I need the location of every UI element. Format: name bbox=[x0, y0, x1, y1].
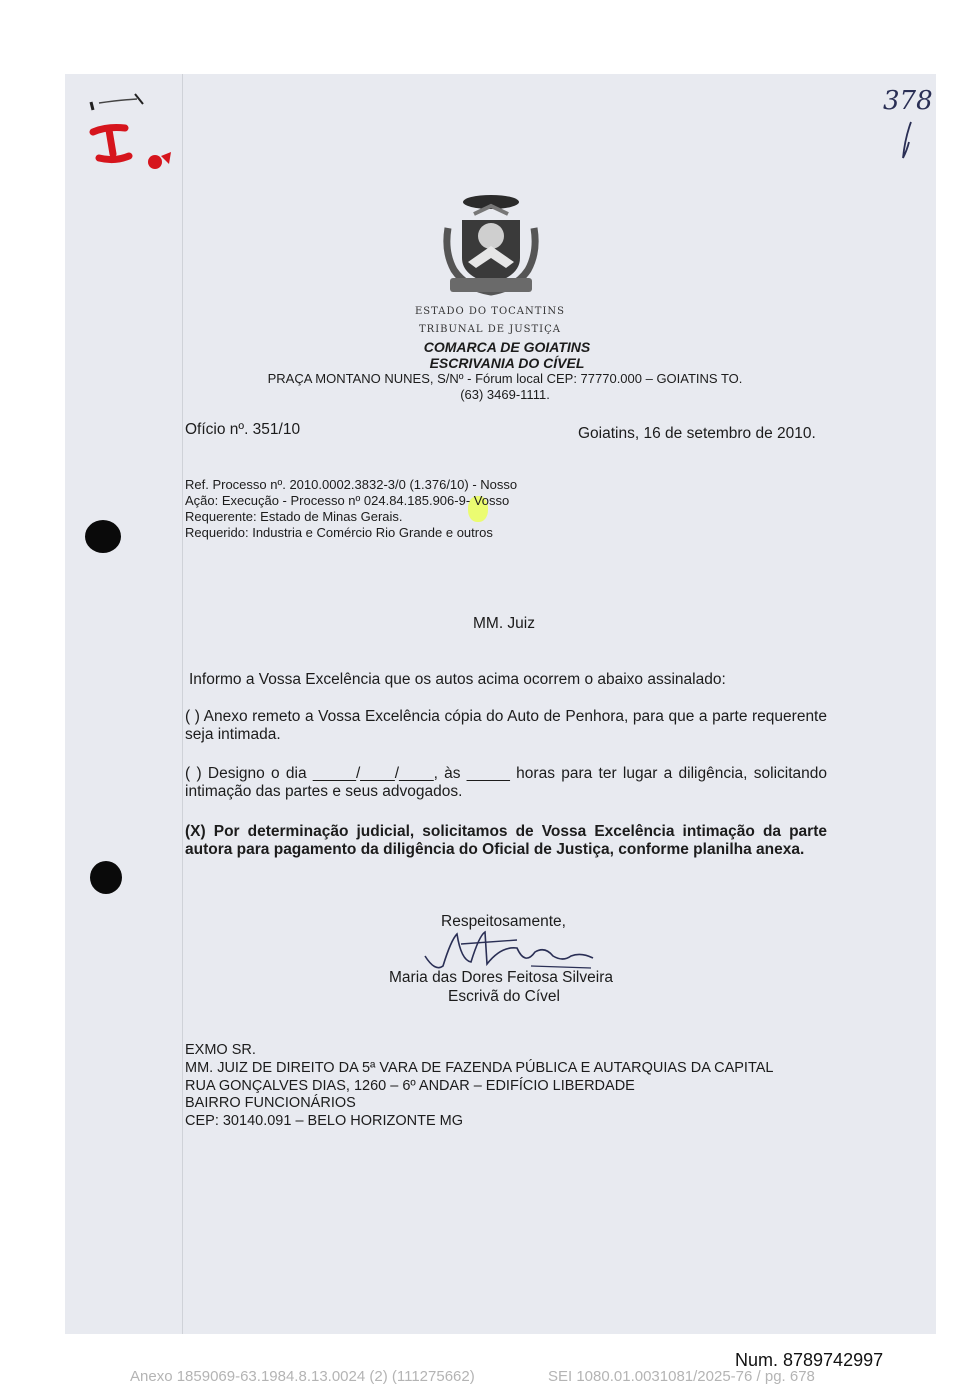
option-designo: ( ) Designo o dia _____/____/____, às _____ horas para ter lugar a diligência, solicitando intimação das partes e seus advogados. bbox=[185, 765, 827, 800]
addressee-line-1: EXMO SR. bbox=[185, 1042, 256, 1058]
reference-action: Ação: Execução - Processo nº 024.84.185.906-9- Vosso bbox=[185, 493, 510, 508]
reference-requerente: Requerente: Estado de Minas Gerais. bbox=[185, 509, 403, 524]
handwritten-stroke-icon bbox=[897, 120, 917, 162]
addressee-line-2: MM. JUIZ DE DIREITO DA 5ª VARA DE FAZENDA PÚBLICA E AUTARQUIAS DA CAPITAL bbox=[185, 1060, 774, 1076]
reference-process: Ref. Processo nº. 2010.0002.3832-3/0 (1.376/10) - Nosso bbox=[185, 477, 518, 492]
header-court-line: TRIBUNAL DE JUSTIÇA bbox=[419, 324, 561, 335]
header-comarca: COMARCA DE GOIATINS bbox=[423, 339, 591, 355]
handwritten-page-number: 378 bbox=[883, 86, 933, 116]
addressee-line-4: BAIRRO FUNCIONÁRIOS bbox=[185, 1095, 356, 1111]
option-determinacao: (X) Por determinação judicial, solicitamos de Vossa Excelência intimação da parte autora para pagamento da diligência do Oficial de Justiça, conforme planilha anexa. bbox=[185, 823, 827, 858]
punch-hole-bottom bbox=[90, 861, 122, 894]
document-sheet bbox=[65, 74, 936, 1334]
closing: Respeitosamente, bbox=[441, 913, 566, 930]
option-penhora: ( ) Anexo remeto a Vossa Excelência cópia do Auto de Penhora, para que a parte requerente seja intimada. bbox=[185, 708, 827, 743]
signer-name: Maria das Dores Feitosa Silveira bbox=[389, 969, 613, 986]
salutation: MM. Juiz bbox=[473, 615, 535, 632]
margin-line bbox=[182, 74, 183, 1334]
addressee-line-3: RUA GONÇALVES DIAS, 1260 – 6º ANDAR – EDIFÍCIO LIBERDADE bbox=[185, 1078, 635, 1094]
reference-requerido: Requerido: Industria e Comércio Rio Grande e outros bbox=[185, 525, 493, 540]
header-phone: (63) 3469-1111. bbox=[460, 387, 550, 402]
addressee-line-5: CEP: 30140.091 – BELO HORIZONTE MG bbox=[185, 1113, 464, 1129]
footer-sei: SEI 1080.01.0031081/2025-76 / pg. 678 bbox=[548, 1368, 815, 1385]
footer-document-number: Num. 8789742997 bbox=[735, 1350, 884, 1370]
red-stamp-mark-icon bbox=[85, 90, 185, 180]
header-address: PRAÇA MONTANO NUNES, S/Nº - Fórum local CEP: 77770.000 – GOIATINS TO. bbox=[267, 371, 743, 386]
footer-anexo: Anexo 1859069-63.1984.8.13.0024 (2) (111275662) bbox=[130, 1368, 475, 1385]
signer-title: Escrivã do Cível bbox=[448, 988, 560, 1005]
place-date: Goiatins, 16 de setembro de 2010. bbox=[578, 425, 816, 442]
header-state-line: ESTADO DO TOCANTINS bbox=[415, 306, 565, 317]
header-escrivania: ESCRIVANIA DO CÍVEL bbox=[429, 355, 585, 371]
oficio-number: Ofício nº. 351/10 bbox=[185, 421, 301, 438]
punch-hole-top bbox=[85, 520, 121, 553]
intro-paragraph: Informo a Vossa Excelência que os autos acima ocorrem o abaixo assinalado: bbox=[189, 671, 726, 688]
coat-of-arms-seal-icon bbox=[440, 192, 542, 300]
